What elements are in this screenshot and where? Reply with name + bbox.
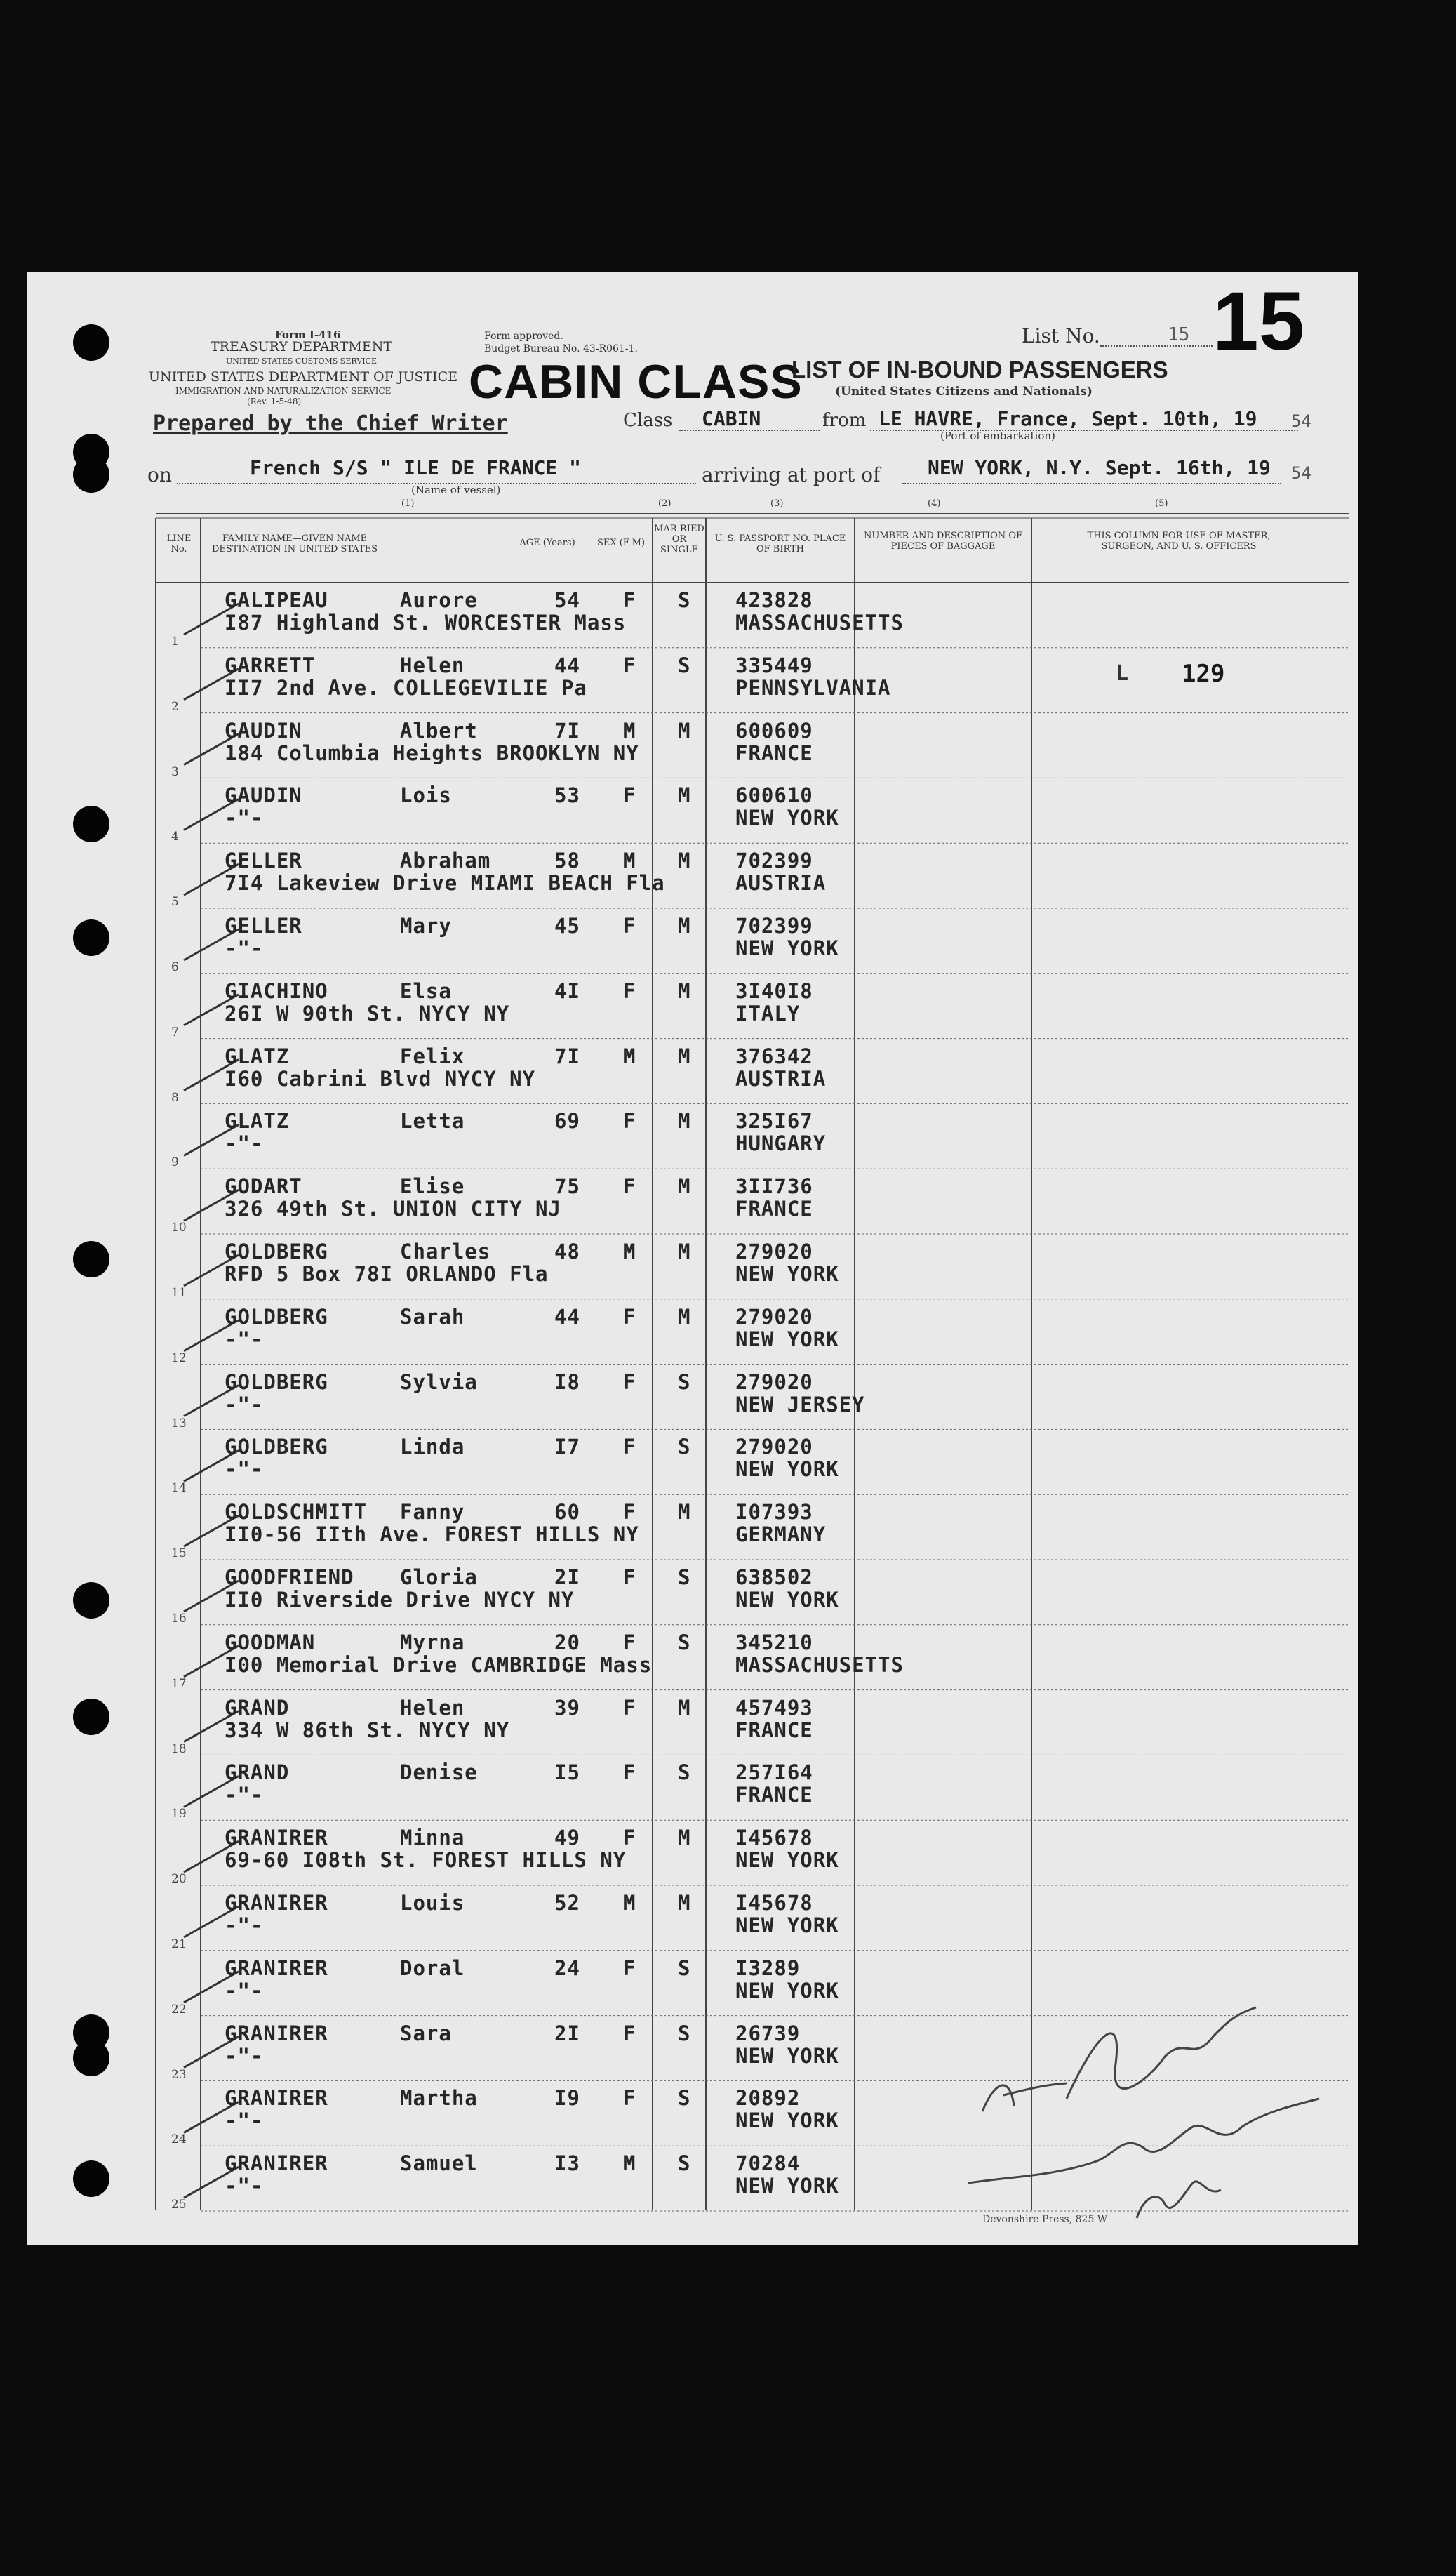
col-header-line-no: LINE No. bbox=[166, 533, 192, 555]
place-of-birth: HUNGARY bbox=[735, 1131, 827, 1156]
passenger-surname: GOODFRIEND bbox=[225, 1565, 354, 1589]
place-of-birth: MASSACHUSETTS bbox=[735, 611, 904, 635]
passenger-age: I3 bbox=[554, 2151, 580, 2176]
class-label: Class bbox=[623, 410, 673, 431]
destination-address: -"- bbox=[225, 1783, 264, 1807]
place-of-birth: NEW YORK bbox=[735, 1588, 839, 1612]
col-header-baggage: NUMBER AND DESCRIPTION OF PIECES OF BAGGAGE bbox=[863, 531, 1022, 552]
passenger-sex: F bbox=[623, 653, 636, 677]
passenger-marital-status: S bbox=[678, 653, 691, 677]
passenger-marital-status: M bbox=[678, 1109, 691, 1134]
passenger-sex: F bbox=[623, 1174, 636, 1199]
place-of-birth: FRANCE bbox=[735, 1718, 813, 1742]
passenger-marital-status: M bbox=[678, 1695, 691, 1720]
passenger-surname: GARRETT bbox=[225, 653, 316, 677]
passenger-surname: GOLDBERG bbox=[225, 1435, 328, 1459]
line-number: 4 bbox=[171, 830, 179, 844]
line-number: 15 bbox=[171, 1546, 187, 1561]
list-subtitle: (United States Citizens and Nationals) bbox=[835, 385, 1093, 399]
passport-number: 3I40I8 bbox=[735, 978, 813, 1003]
officer-note: 129 bbox=[1182, 660, 1225, 688]
passenger-marital-status: M bbox=[678, 1500, 691, 1525]
arriving-label: arriving at port of bbox=[702, 463, 881, 486]
passenger-surname: GRANIRER bbox=[225, 1891, 328, 1915]
passenger-surname: GODART bbox=[225, 1174, 302, 1199]
form-id: Form I-416 bbox=[275, 328, 341, 341]
passport-number: I45678 bbox=[735, 1891, 813, 1915]
passenger-sex: F bbox=[623, 914, 636, 938]
passenger-given-name: Charles bbox=[400, 1240, 491, 1263]
passenger-age: I8 bbox=[554, 1369, 580, 1394]
passenger-sex: M bbox=[623, 1891, 636, 1915]
place-of-birth: ITALY bbox=[735, 1001, 801, 1025]
passenger-sex: M bbox=[623, 1240, 636, 1263]
line-number: 21 bbox=[171, 1937, 187, 1951]
passenger-age: I7 bbox=[554, 1435, 580, 1459]
passenger-given-name: Mary bbox=[400, 914, 452, 938]
passenger-given-name: Myrna bbox=[400, 1630, 465, 1654]
line-number: 9 bbox=[171, 1155, 179, 1170]
passenger-given-name: Elise bbox=[400, 1174, 465, 1199]
on-label: on bbox=[147, 463, 172, 486]
passenger-marital-status: S bbox=[678, 2021, 691, 2045]
passenger-given-name: Linda bbox=[400, 1435, 465, 1459]
line-number: 2 bbox=[171, 699, 179, 714]
list-no-big: 15 bbox=[1213, 275, 1305, 368]
line-number: 19 bbox=[171, 1807, 187, 1821]
passenger-age: 7I bbox=[554, 1044, 580, 1068]
passenger-surname: GOLDBERG bbox=[225, 1304, 328, 1329]
line-number: 14 bbox=[171, 1481, 187, 1496]
passenger-sex: F bbox=[623, 1695, 636, 1720]
line-number: 8 bbox=[171, 1090, 179, 1105]
from-value: LE HAVRE, France, Sept. 10th, 19 bbox=[879, 407, 1257, 430]
passenger-surname: GLATZ bbox=[225, 1044, 290, 1068]
passenger-sex: F bbox=[623, 1109, 636, 1134]
passenger-age: 53 bbox=[554, 783, 580, 808]
passenger-surname: GELLER bbox=[225, 849, 302, 873]
line-number: 13 bbox=[171, 1416, 187, 1430]
binder-hole bbox=[73, 1699, 109, 1735]
col-number: (4) bbox=[928, 498, 941, 509]
passenger-age: 39 bbox=[554, 1695, 580, 1720]
passenger-age: 75 bbox=[554, 1174, 580, 1199]
passenger-surname: GRANIRER bbox=[225, 1956, 328, 1980]
passenger-surname: GRANIRER bbox=[225, 1826, 328, 1850]
destination-address: 334 W 86th St. NYCY NY bbox=[225, 1718, 510, 1742]
passenger-marital-status: M bbox=[678, 1826, 691, 1850]
passenger-marital-status: M bbox=[678, 1044, 691, 1068]
passenger-marital-status: M bbox=[678, 914, 691, 938]
destination-address: 69-60 I08th St. FOREST HILLS NY bbox=[225, 1848, 627, 1873]
justice-dept: UNITED STATES DEPARTMENT OF JUSTICE bbox=[149, 369, 458, 385]
line-number: 23 bbox=[171, 2067, 187, 2082]
passenger-age: 24 bbox=[554, 1956, 580, 1980]
passenger-marital-status: M bbox=[678, 1891, 691, 1915]
destination-address: II0-56 IIth Ave. FOREST HILLS NY bbox=[225, 1522, 639, 1547]
port-embark-caption: (Port of embarkation) bbox=[940, 430, 1055, 442]
destination-address: -"- bbox=[225, 1131, 264, 1156]
customs-service: UNITED STATES CUSTOMS SERVICE bbox=[226, 357, 377, 366]
passenger-surname: GAUDIN bbox=[225, 783, 302, 808]
passenger-given-name: Denise bbox=[400, 1760, 478, 1785]
destination-address: -"- bbox=[225, 2109, 264, 2133]
passport-number: 702399 bbox=[735, 914, 813, 938]
binder-hole bbox=[73, 1241, 109, 1277]
line-number: 20 bbox=[171, 1872, 187, 1887]
passenger-given-name: Minna bbox=[400, 1826, 465, 1850]
destination-address: -"- bbox=[225, 1978, 264, 2003]
binder-hole bbox=[73, 806, 109, 842]
passenger-surname: GLATZ bbox=[225, 1109, 290, 1134]
passenger-sex: F bbox=[623, 783, 636, 808]
line-number: 12 bbox=[171, 1350, 187, 1365]
passport-number: 279020 bbox=[735, 1304, 813, 1329]
arriving-line bbox=[902, 483, 1281, 484]
binder-hole bbox=[73, 2160, 109, 2197]
passenger-given-name: Samuel bbox=[400, 2151, 478, 2176]
from-year: 54 bbox=[1291, 411, 1311, 431]
passenger-sex: F bbox=[623, 1956, 636, 1980]
destination-address: -"- bbox=[225, 1913, 264, 1937]
col-header-officers: THIS COLUMN FOR USE OF MASTER, SURGEON, AND U. S. OFFICERS bbox=[1087, 531, 1271, 552]
destination-address: -"- bbox=[225, 806, 264, 830]
passenger-given-name: Felix bbox=[400, 1044, 465, 1068]
passport-number: 345210 bbox=[735, 1630, 813, 1654]
vessel-caption: (Name of vessel) bbox=[411, 484, 501, 496]
passenger-given-name: Martha bbox=[400, 2086, 478, 2111]
passport-number: I07393 bbox=[735, 1500, 813, 1525]
passenger-surname: GOODMAN bbox=[225, 1630, 316, 1654]
place-of-birth: NEW YORK bbox=[735, 1327, 839, 1351]
passenger-marital-status: M bbox=[678, 1240, 691, 1263]
passenger-surname: GELLER bbox=[225, 914, 302, 938]
passport-number: 376342 bbox=[735, 1044, 813, 1068]
passenger-sex: M bbox=[623, 2151, 636, 2176]
list-no-small: 15 bbox=[1168, 324, 1190, 345]
destination-address: 326 49th St. UNION CITY NJ bbox=[225, 1197, 561, 1221]
binder-hole bbox=[73, 919, 109, 956]
col-number: (3) bbox=[770, 498, 784, 509]
class-value: CABIN bbox=[702, 407, 761, 430]
passenger-given-name: Sara bbox=[400, 2021, 452, 2045]
passenger-surname: GRANIRER bbox=[225, 2086, 328, 2111]
passport-number: 335449 bbox=[735, 653, 813, 677]
place-of-birth: NEW YORK bbox=[735, 1262, 839, 1286]
passenger-sex: F bbox=[623, 1760, 636, 1785]
line-number: 10 bbox=[171, 1221, 187, 1235]
passport-number: 3II736 bbox=[735, 1174, 813, 1199]
passport-number: 600610 bbox=[735, 783, 813, 808]
destination-address: I00 Memorial Drive CAMBRIDGE Mass bbox=[225, 1652, 653, 1677]
passenger-marital-status: S bbox=[678, 1435, 691, 1459]
place-of-birth: FRANCE bbox=[735, 1783, 813, 1807]
place-of-birth: PENNSYLVANIA bbox=[735, 675, 891, 700]
place-of-birth: NEW YORK bbox=[735, 2174, 839, 2198]
passenger-sex: F bbox=[623, 1369, 636, 1394]
passenger-sex: M bbox=[623, 849, 636, 873]
passenger-sex: F bbox=[623, 2021, 636, 2045]
passenger-surname: GOLDBERG bbox=[225, 1240, 328, 1263]
binder-hole bbox=[73, 1582, 109, 1619]
arriving-value: NEW YORK, N.Y. Sept. 16th, 19 bbox=[928, 456, 1271, 479]
arriving-year: 54 bbox=[1291, 463, 1311, 483]
passenger-marital-status: M bbox=[678, 1174, 691, 1199]
passenger-age: 20 bbox=[554, 1630, 580, 1654]
passport-number: I3289 bbox=[735, 1956, 801, 1980]
cabin-class-stamp: CABIN CLASS bbox=[469, 355, 803, 409]
passenger-sex: F bbox=[623, 588, 636, 612]
passenger-sex: M bbox=[623, 718, 636, 743]
passenger-marital-status: S bbox=[678, 588, 691, 612]
passport-number: I45678 bbox=[735, 1826, 813, 1850]
form-approved: Form approved. bbox=[484, 331, 563, 342]
passenger-sex: F bbox=[623, 1435, 636, 1459]
passenger-marital-status: M bbox=[678, 1304, 691, 1329]
passenger-sex: M bbox=[623, 1044, 636, 1068]
treasury-dept: TREASURY DEPARTMENT bbox=[211, 339, 393, 354]
col-number: (1) bbox=[401, 498, 415, 509]
passenger-age: 2I bbox=[554, 1565, 580, 1589]
list-title: LIST OF IN-BOUND PASSENGERS bbox=[792, 357, 1168, 383]
passenger-age: 44 bbox=[554, 653, 580, 677]
destination-address: I87 Highland St. WORCESTER Mass bbox=[225, 611, 627, 635]
place-of-birth: AUSTRIA bbox=[735, 871, 827, 896]
place-of-birth: NEW YORK bbox=[735, 936, 839, 960]
passenger-given-name: Fanny bbox=[400, 1500, 465, 1525]
passenger-age: 48 bbox=[554, 1240, 580, 1263]
officer-note-mark: L bbox=[1116, 661, 1129, 686]
destination-address: -"- bbox=[225, 1457, 264, 1482]
passenger-surname: GAUDIN bbox=[225, 718, 302, 743]
col-header-passport: U. S. PASSPORT NO. PLACE OF BIRTH bbox=[714, 533, 846, 555]
passenger-age: 4I bbox=[554, 978, 580, 1003]
passenger-given-name: Lois bbox=[400, 783, 452, 808]
passport-number: 457493 bbox=[735, 1695, 813, 1720]
passenger-given-name: Doral bbox=[400, 1956, 465, 1980]
passenger-age: 2I bbox=[554, 2021, 580, 2045]
passenger-given-name: Sylvia bbox=[400, 1369, 478, 1394]
passenger-marital-status: S bbox=[678, 1956, 691, 1980]
passenger-age: I5 bbox=[554, 1760, 580, 1785]
passport-number: 600609 bbox=[735, 718, 813, 743]
destination-address: II7 2nd Ave. COLLEGEVILIE Pa bbox=[225, 675, 587, 700]
passenger-marital-status: S bbox=[678, 1760, 691, 1785]
passenger-marital-status: M bbox=[678, 718, 691, 743]
passport-number: 279020 bbox=[735, 1435, 813, 1459]
line-number: 17 bbox=[171, 1676, 187, 1691]
place-of-birth: FRANCE bbox=[735, 741, 813, 765]
ins-service: IMMIGRATION AND NATURALIZATION SERVICE bbox=[175, 386, 392, 396]
form-revision: (Rev. 1-5-48) bbox=[247, 397, 302, 406]
passenger-age: I9 bbox=[554, 2086, 580, 2111]
destination-address: 7I4 Lakeview Drive MIAMI BEACH Fla bbox=[225, 871, 665, 896]
passport-number: 26739 bbox=[735, 2021, 801, 2045]
passenger-given-name: Helen bbox=[400, 653, 465, 677]
passenger-surname: GRAND bbox=[225, 1760, 290, 1785]
passenger-given-name: Helen bbox=[400, 1695, 465, 1720]
line-number: 11 bbox=[171, 1286, 187, 1300]
place-of-birth: NEW YORK bbox=[735, 806, 839, 830]
list-no-label: List No. bbox=[1022, 324, 1100, 347]
place-of-birth: GERMANY bbox=[735, 1522, 827, 1547]
line-number: 22 bbox=[171, 2002, 187, 2017]
passenger-given-name: Albert bbox=[400, 718, 478, 743]
destination-address: 184 Columbia Heights BROOKLYN NY bbox=[225, 741, 639, 765]
destination-address: -"- bbox=[225, 1392, 264, 1416]
passenger-given-name: Gloria bbox=[400, 1565, 478, 1589]
from-label: from bbox=[822, 410, 867, 431]
passenger-surname: GOLDSCHMITT bbox=[225, 1500, 368, 1525]
place-of-birth: NEW YORK bbox=[735, 1457, 839, 1482]
line-number: 18 bbox=[171, 1741, 187, 1756]
passenger-age: 60 bbox=[554, 1500, 580, 1525]
destination-address: I60 Cabrini Blvd NYCY NY bbox=[225, 1066, 536, 1091]
col-header-name: FAMILY NAME—GIVEN NAME DESTINATION IN UNITED STATES bbox=[211, 533, 378, 555]
col-header-sex: SEX (F-M) bbox=[596, 538, 646, 548]
passenger-surname: GRAND bbox=[225, 1695, 290, 1720]
passport-number: 423828 bbox=[735, 588, 813, 612]
passenger-surname: GIACHINO bbox=[225, 978, 328, 1003]
place-of-birth: NEW YORK bbox=[735, 2109, 839, 2133]
place-of-birth: NEW YORK bbox=[735, 2043, 839, 2068]
passenger-given-name: Sarah bbox=[400, 1304, 465, 1329]
place-of-birth: NEW YORK bbox=[735, 1848, 839, 1873]
passport-number: 702399 bbox=[735, 849, 813, 873]
passenger-age: 7I bbox=[554, 718, 580, 743]
passenger-marital-status: S bbox=[678, 1369, 691, 1394]
binder-hole bbox=[73, 456, 109, 493]
passport-number: 638502 bbox=[735, 1565, 813, 1589]
passport-number: 325I67 bbox=[735, 1109, 813, 1134]
destination-address: -"- bbox=[225, 2174, 264, 2198]
line-number: 25 bbox=[171, 2198, 187, 2212]
passenger-age: 52 bbox=[554, 1891, 580, 1915]
passenger-sex: F bbox=[623, 1500, 636, 1525]
place-of-birth: MASSACHUSETTS bbox=[735, 1652, 904, 1677]
destination-address: -"- bbox=[225, 936, 264, 960]
passenger-sex: F bbox=[623, 1630, 636, 1654]
passenger-marital-status: M bbox=[678, 783, 691, 808]
passenger-given-name: Louis bbox=[400, 1891, 465, 1915]
passenger-surname: GOLDBERG bbox=[225, 1369, 328, 1394]
line-number: 5 bbox=[171, 895, 179, 910]
place-of-birth: FRANCE bbox=[735, 1197, 813, 1221]
passport-number: 20892 bbox=[735, 2086, 801, 2111]
place-of-birth: NEW YORK bbox=[735, 1913, 839, 1937]
place-of-birth: AUSTRIA bbox=[735, 1066, 827, 1091]
line-number: 24 bbox=[171, 2132, 187, 2147]
list-no-line bbox=[1100, 345, 1213, 347]
vessel-value: French S/S " ILE DE FRANCE " bbox=[250, 456, 582, 479]
passenger-sex: F bbox=[623, 1565, 636, 1589]
passenger-marital-status: M bbox=[678, 978, 691, 1003]
passenger-age: 69 bbox=[554, 1109, 580, 1134]
line-number: 3 bbox=[171, 764, 179, 779]
passenger-sex: F bbox=[623, 978, 636, 1003]
place-of-birth: NEW YORK bbox=[735, 1978, 839, 2003]
destination-address: -"- bbox=[225, 2043, 264, 2068]
passenger-age: 58 bbox=[554, 849, 580, 873]
passenger-sex: F bbox=[623, 1304, 636, 1329]
col-number: (5) bbox=[1155, 498, 1168, 509]
passenger-surname: GRANIRER bbox=[225, 2021, 328, 2045]
passenger-marital-status: S bbox=[678, 2151, 691, 2176]
passenger-given-name: Abraham bbox=[400, 849, 491, 873]
line-number: 16 bbox=[171, 1612, 187, 1626]
place-of-birth: NEW JERSEY bbox=[735, 1392, 865, 1416]
prepared-by: Prepared by the Chief Writer bbox=[153, 411, 508, 436]
col-number: (2) bbox=[658, 498, 672, 509]
passenger-marital-status: S bbox=[678, 1565, 691, 1589]
binder-hole bbox=[73, 324, 109, 361]
passport-number: 279020 bbox=[735, 1369, 813, 1394]
passenger-surname: GALIPEAU bbox=[225, 588, 328, 612]
passenger-sex: F bbox=[623, 1826, 636, 1850]
passport-number: 279020 bbox=[735, 1240, 813, 1263]
passenger-given-name: Letta bbox=[400, 1109, 465, 1134]
passenger-age: 49 bbox=[554, 1826, 580, 1850]
binder-hole bbox=[73, 2040, 109, 2076]
passenger-marital-status: M bbox=[678, 849, 691, 873]
budget-bureau: Budget Bureau No. 43-R061-1. bbox=[484, 343, 638, 354]
line-number: 7 bbox=[171, 1025, 179, 1040]
printer-imprint: Devonshire Press, 825 W bbox=[982, 2214, 1108, 2225]
passenger-surname: GRANIRER bbox=[225, 2151, 328, 2176]
passenger-age: 45 bbox=[554, 914, 580, 938]
line-number: 1 bbox=[171, 635, 179, 649]
destination-address: RFD 5 Box 78I ORLANDO Fla bbox=[225, 1262, 549, 1286]
line-number: 6 bbox=[171, 960, 179, 974]
destination-address: 26I W 90th St. NYCY NY bbox=[225, 1001, 510, 1025]
passenger-age: 44 bbox=[554, 1304, 580, 1329]
passport-number: 70284 bbox=[735, 2151, 801, 2176]
col-header-married: MAR-RIED OR SINGLE bbox=[654, 524, 704, 555]
col-header-age: AGE (Years) bbox=[519, 538, 575, 548]
passenger-age: 54 bbox=[554, 588, 580, 612]
passenger-marital-status: S bbox=[678, 2086, 691, 2111]
destination-address: II0 Riverside Drive NYCY NY bbox=[225, 1588, 575, 1612]
destination-address: -"- bbox=[225, 1327, 264, 1351]
passenger-sex: F bbox=[623, 2086, 636, 2111]
passenger-given-name: Aurore bbox=[400, 588, 478, 612]
passport-number: 257I64 bbox=[735, 1760, 813, 1785]
passenger-given-name: Elsa bbox=[400, 978, 452, 1003]
passenger-marital-status: S bbox=[678, 1630, 691, 1654]
